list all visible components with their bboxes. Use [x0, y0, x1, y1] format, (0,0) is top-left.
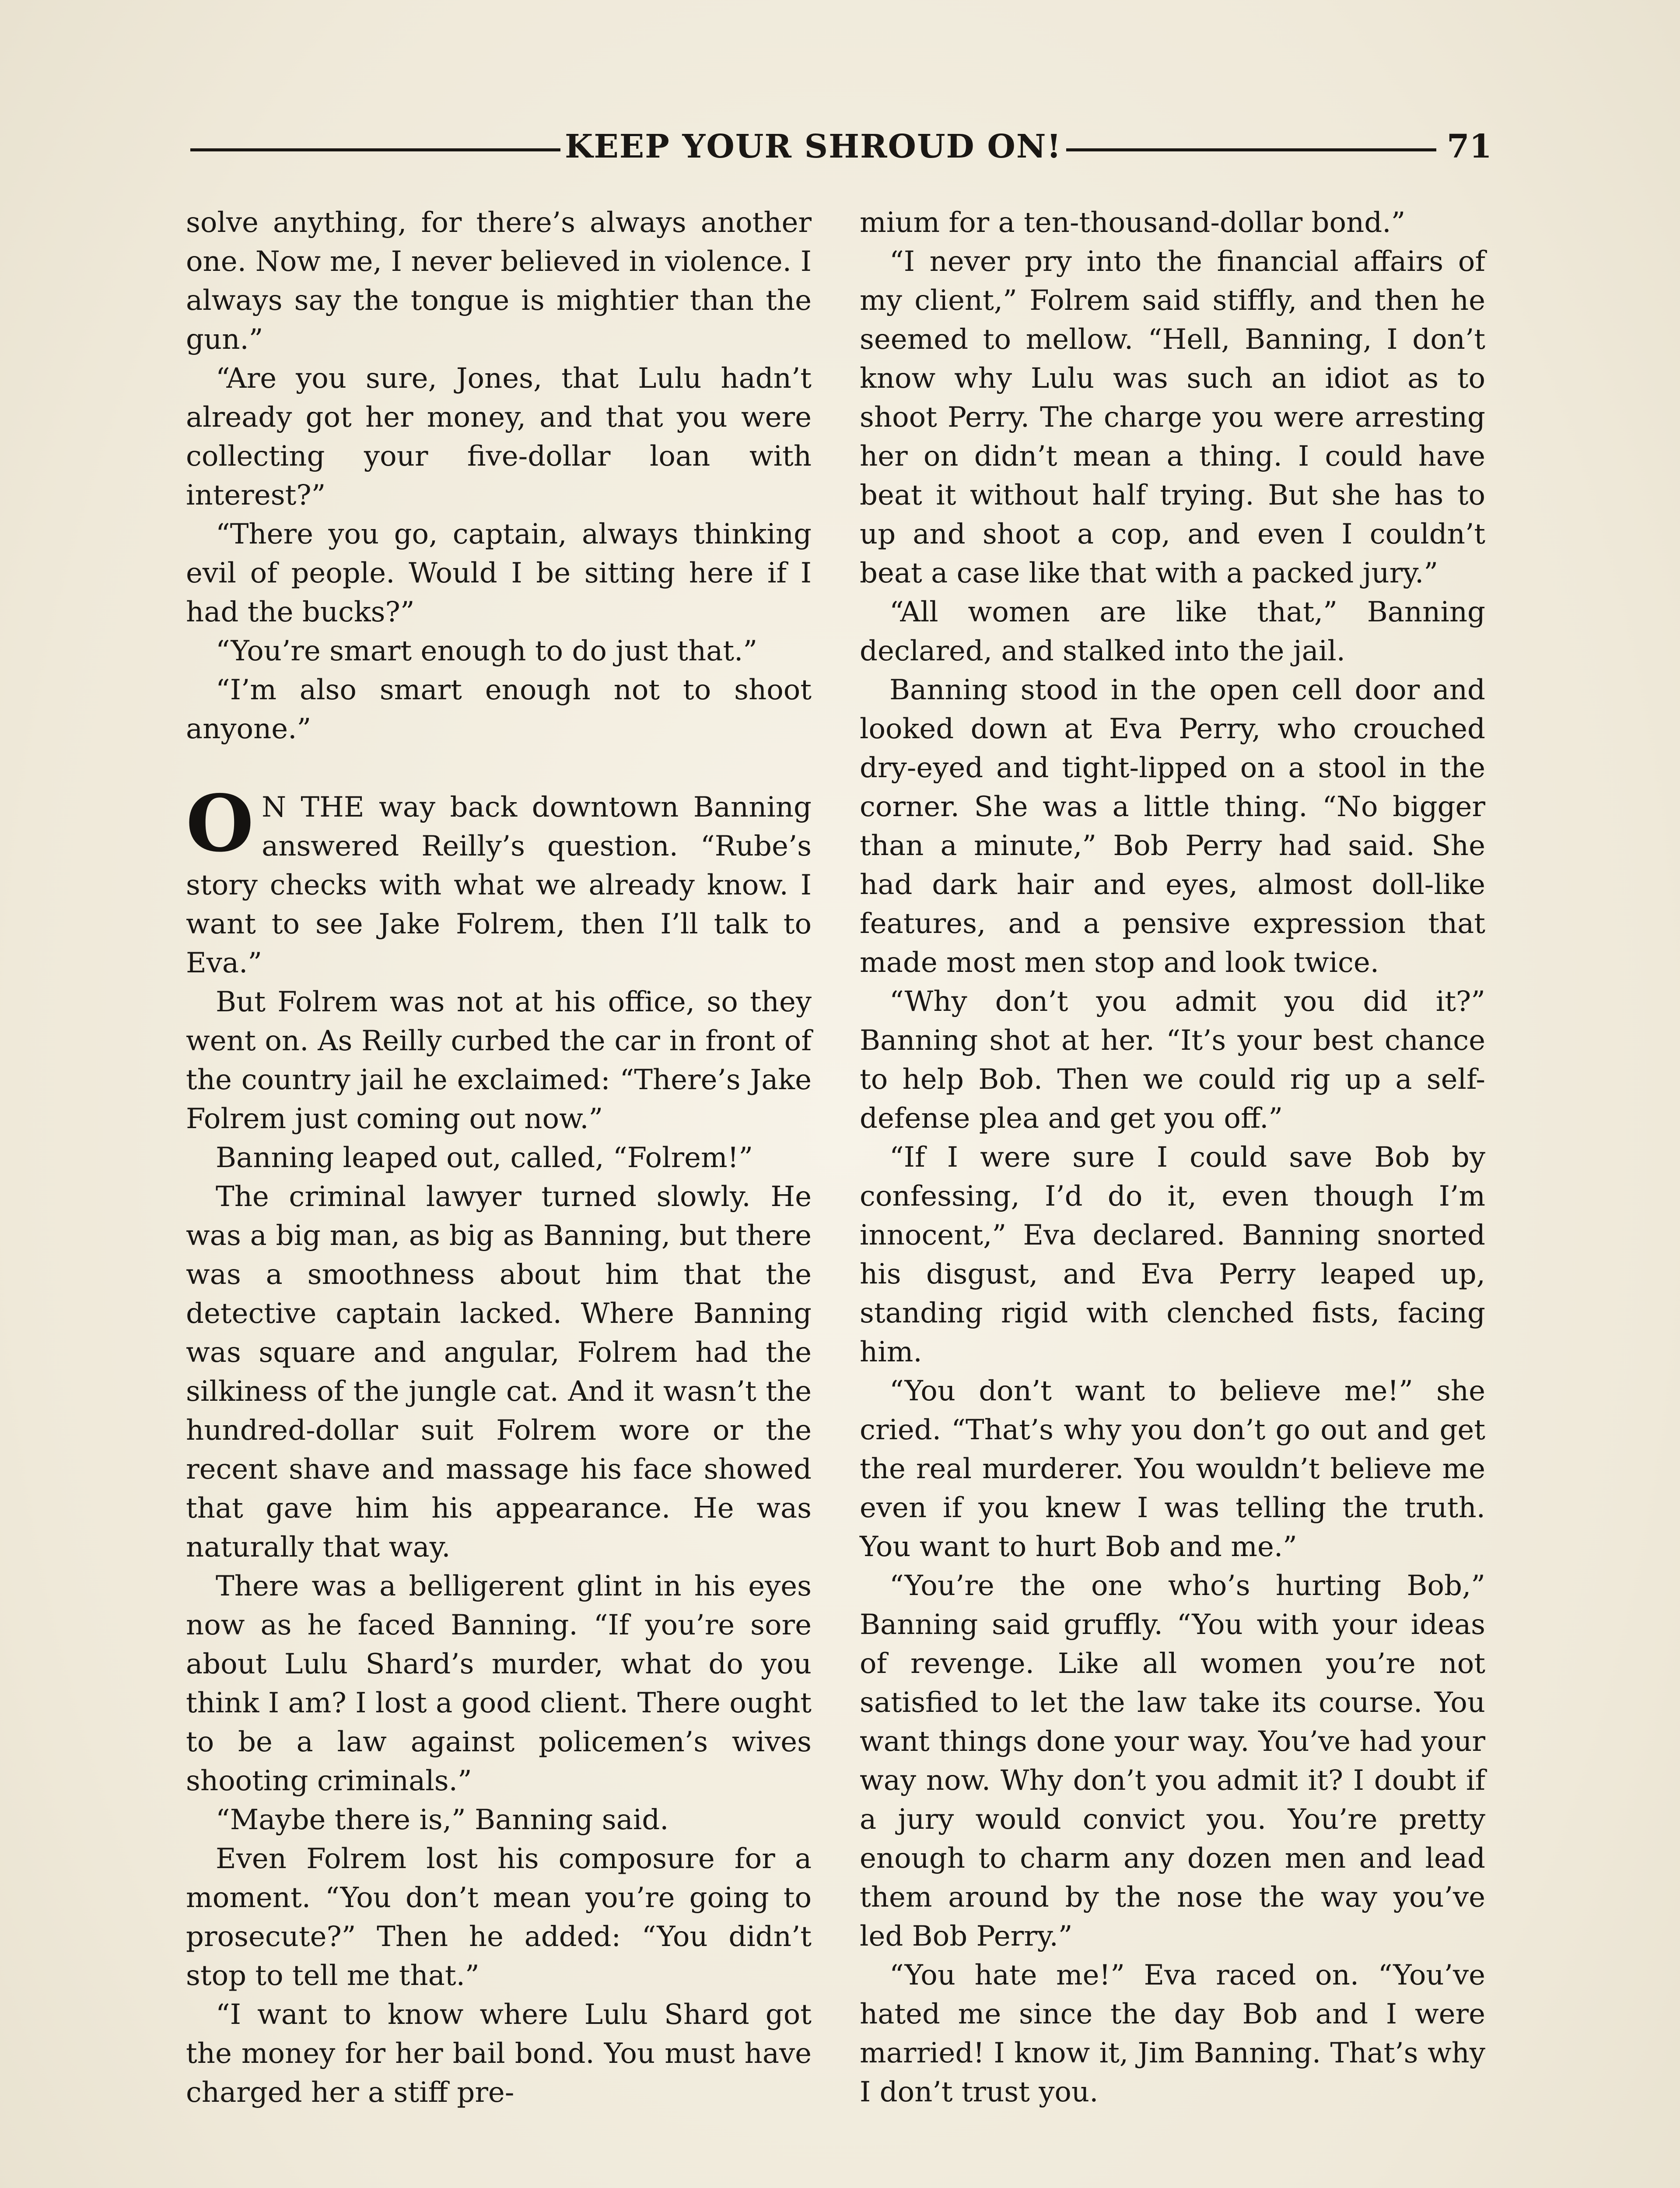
paragraph: But Folrem was not at his office, so they went on. As Reilly curbed the car in front of the country jail he exclaimed: “There’s Jake Folrem just coming out now.”	[186, 986, 812, 1135]
right-column	[860, 203, 1485, 2112]
paragraph: The criminal lawyer turned slowly. He was a big man, as big as Banning, but there was a smoothness about him that the detective captain lacked. Where Banning was square and angular, Folrem had the silkiness of the jungle cat. And it wasn’t the hundred-dollar suit Folrem wore or the recent shave and massage his face showed that gave him his appearance. He was naturally that way.	[186, 1181, 812, 1564]
paragraph: solve anything, for there’s always another one. Now me, I never believed in violence. I always say the tongue is mightier than the gun.”	[186, 207, 812, 356]
drop-cap: O	[186, 778, 254, 869]
paragraph: “All women are like that,” Banning declared, and stalked into the jail.	[860, 596, 1485, 667]
left-column	[186, 203, 812, 2112]
paragraph: Banning leaped out, called, “Folrem!”	[216, 1142, 753, 1174]
story-title: KEEP YOUR SHROUD ON!	[565, 128, 1062, 165]
paragraph: “I never pry into the financial affairs of my client,” Folrem said stiffly, and then he seemed to mellow. “Hell, Banning, I don’t know why Lulu was such an idiot as to shoot Perry. The charge you were arresting her on didn’t mean a thing. I could have beat it without half trying. But she has to up and shoot a cop, and even I couldn’t beat a case like that with a packed jury.”	[860, 245, 1485, 589]
header-rule-right	[1066, 148, 1436, 151]
paragraph: “I’m also smart enough not to shoot anyone.”	[186, 674, 812, 745]
paragraph: Banning stood in the open cell door and looked down at Eva Perry, who crouched dry-eyed and tight-lipped on a stool in the corner. She was a little thing. “No bigger than a minute,” Bob Perry had said. She had dark hair and eyes, almost doll-like features, and a pensive expression that made most men stop and look twice.	[860, 674, 1485, 979]
paragraph: “You’re the one who’s hurting Bob,” Banning said gruffly. “You with your ideas of revenge. Like all women you’re not satisfied to let the law take its course. You want things done your way. You’ve had your way now. Why don’t you admit it? I doubt if a jury would convict you. You’re pretty enough to charm any dozen men and lead them around by the nose the way you’ve led Bob Perry.”	[860, 1570, 1485, 1953]
paragraph: “You don’t want to believe me!” she cried. “That’s why you don’t go out and get the real murderer. You wouldn’t believe me even if you knew I was telling the truth. You want to hurt Bob and me.”	[860, 1375, 1485, 1563]
section-first-text: N THE way back downtown Banning answered Reilly’s question. “Rube’s story checks with what we already know. I want to see Jake Folrem, then I’ll talk to Eva.”	[186, 791, 812, 979]
paragraph: “Maybe there is,” Banning said.	[216, 1804, 669, 1836]
paragraph: “If I were sure I could save Bob by confessing, I’d do it, even though I’m innocent,” Eva declared. Banning snorted his disgust, and Eva Perry leaped up, standing rigid with clenched fists, facing him.	[860, 1141, 1485, 1368]
section-opening-paragraph	[186, 778, 812, 983]
paragraph: “Why don’t you admit you did it?” Banning shot at her. “It’s your best chance to help Bob. Then we could rig up a self-defense plea and get you off.”	[860, 985, 1485, 1135]
paragraph: “I want to know where Lulu Shard got the money for her bail bond. You must have charged her a stiff pre-	[186, 1999, 812, 2109]
paragraph: mium for a ten-thousand-dollar bond.”	[860, 207, 1406, 239]
paragraph: “You’re smart enough to do just that.”	[216, 635, 758, 667]
paragraph: “Are you sure, Jones, that Lulu hadn’t already got her money, and that you were collecting your five-dollar loan with interest?”	[186, 362, 812, 512]
paragraph: Even Folrem lost his composure for a moment. “You don’t mean you’re going to prosecute?” Then he added: “You didn’t stop to tell me that.”	[186, 1843, 812, 1992]
paragraph: There was a belligerent glint in his eyes now as he faced Banning. “If you’re sore about Lulu Shard’s murder, what do you think I am? I lost a good client. There ought to be a law against policemen’s wives shooting criminals.”	[186, 1570, 812, 1797]
page-number: 71	[1447, 128, 1492, 165]
header-rule-left	[190, 148, 560, 151]
paragraph: “You hate me!” Eva raced on. “You’ve hated me since the day Bob and I were married! I know it, Jim Banning. That’s why I don’t trust you.	[860, 1959, 1485, 2108]
paragraph: “There you go, captain, always thinking evil of people. Would I be sitting here if I had the bucks?”	[186, 518, 812, 628]
running-header	[190, 123, 1492, 171]
